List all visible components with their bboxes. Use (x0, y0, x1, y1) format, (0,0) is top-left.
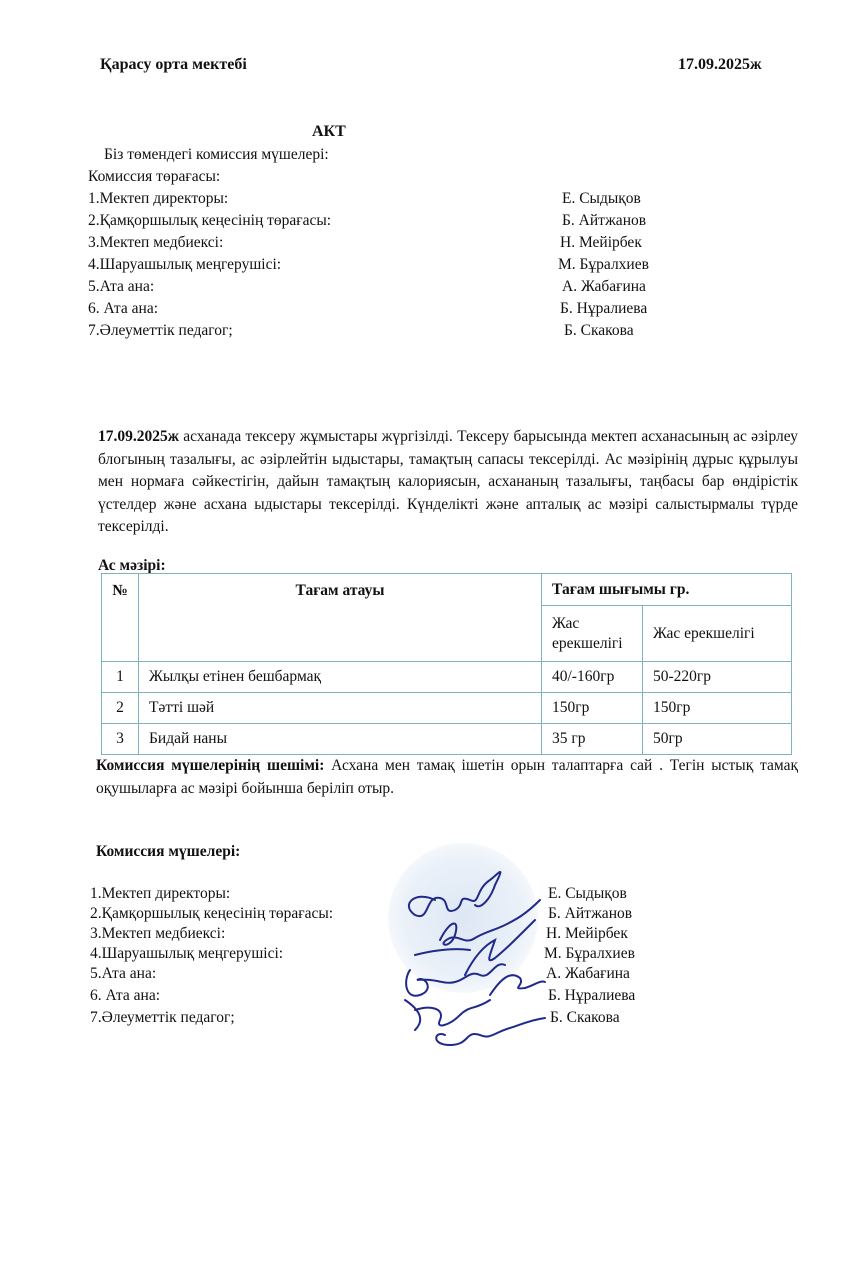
member-name: А. Жабағина (562, 278, 646, 295)
member-role: 2.Қамқоршылық кеңесінің төрағасы: (88, 212, 332, 229)
header-name: Тағам атауы (139, 574, 542, 662)
signer-name: Б. Скакова (550, 1009, 620, 1026)
table-row (102, 724, 792, 755)
menu-label: Ас мәзірі: (98, 557, 166, 574)
member-row (0, 210, 861, 232)
row-num: 1 (102, 662, 139, 693)
decision-text: Асхана мен тамақ ішетін орын талаптарға сай . Тегін ыстық тамақ оқушыларға ас мәзірі бойынша беріліп отыр. (96, 757, 798, 797)
signer-name: Е. Сыдықов (548, 885, 627, 902)
member-row (0, 276, 861, 298)
inspection-date: 17.09.2025ж (98, 428, 179, 445)
signer-name: Б. Нұралиева (548, 987, 636, 1004)
member-row (0, 254, 861, 276)
document-date: 17.09.2025ж (678, 56, 762, 73)
member-name: Б. Айтжанов (562, 212, 647, 229)
decision-label: Комиссия мүшелерінің шешімі: (96, 757, 325, 774)
row-output-a: 40/-160гр (542, 662, 643, 693)
signer-role: 3.Мектеп медбиексі: (90, 925, 226, 942)
chair-label: Комиссия төрағасы: (88, 168, 221, 185)
signer-role: 7.Әлеуметтік педагог; (90, 1009, 235, 1026)
menu-table (101, 573, 792, 755)
row-output-b: 50гр (643, 724, 792, 755)
signer-name: Н. Мейірбек (546, 925, 628, 942)
row-name: Тәтті шәй (139, 693, 542, 724)
row-output-b: 50-220гр (643, 662, 792, 693)
signer-name: Б. Айтжанов (548, 905, 633, 922)
member-role: 4.Шаруашылық меңгерушісі: (88, 256, 282, 273)
header-output: Тағам шығымы гр. (542, 574, 792, 606)
member-name: Е. Сыдықов (562, 190, 641, 207)
table-row (102, 693, 792, 724)
row-num: 2 (102, 693, 139, 724)
member-name: Б. Скакова (564, 322, 634, 339)
signatures-label: Комиссия мүшелері: (96, 843, 241, 860)
signer-role: 2.Қамқоршылық кеңесінің төрағасы: (90, 905, 334, 922)
row-output-a: 35 гр (542, 724, 643, 755)
member-row (0, 188, 861, 210)
signer-role: 6. Ата ана: (90, 987, 160, 1004)
member-role: 5.Ата ана: (88, 278, 155, 295)
member-name: Б. Нұралиева (560, 300, 648, 317)
row-output-a: 150гр (542, 693, 643, 724)
inspection-text: асханада тексеру жұмыстары жүргізілді. Тексеру барысында мектеп асханасының ас әзірлеу блогының тазалығы, ас әзірлейтін ыдыстары, тамақтың сапасы тексерілді. Ас мәзірінің дұрыс құрылуы мен нормаға сәйкестігін, дайын тамақтың калориясын, асхананың тазалығы, таңбасы бар өндірістік үстелдер және асхана ыдыстары тексерілді. Күнделікті және апталық ас мәзірі салыстырмалы түрде тексерілді. (98, 428, 798, 535)
header-age-1: Жас ерекшелігі (542, 606, 643, 662)
row-num: 3 (102, 724, 139, 755)
intro-text: Біз төмендегі комиссия мүшелері: (104, 146, 329, 163)
member-row (0, 320, 861, 342)
member-role: 6. Ата ана: (88, 300, 158, 317)
row-name: Жылқы етінен бешбармақ (139, 662, 542, 693)
decision-paragraph (96, 755, 798, 800)
member-row (0, 298, 861, 320)
signer-role: 5.Ата ана: (90, 965, 157, 982)
signer-role: 4.Шаруашылық меңгерушісі: (90, 945, 284, 962)
header-num: № (102, 574, 139, 662)
row-name: Бидай наны (139, 724, 542, 755)
table-row (102, 662, 792, 693)
member-name: М. Бұралхиев (558, 256, 649, 273)
inspection-paragraph (98, 426, 798, 539)
signer-name: А. Жабағина (546, 965, 630, 982)
signer-name: М. Бұралхиев (544, 945, 635, 962)
member-role: 3.Мектеп медбиексі: (88, 234, 224, 251)
table-header-row (102, 574, 792, 606)
school-name: Қарасу орта мектебі (100, 56, 247, 73)
member-role: 1.Мектеп директоры: (88, 190, 229, 207)
header-age-2: Жас ерекшелігі (643, 606, 792, 662)
member-role: 7.Әлеуметтік педагог; (88, 322, 233, 339)
document-title: АКТ (312, 123, 346, 140)
handwritten-signatures (395, 860, 565, 1055)
row-output-b: 150гр (643, 693, 792, 724)
member-row (0, 232, 861, 254)
signer-role: 1.Мектеп директоры: (90, 885, 231, 902)
member-name: Н. Мейірбек (560, 234, 642, 251)
